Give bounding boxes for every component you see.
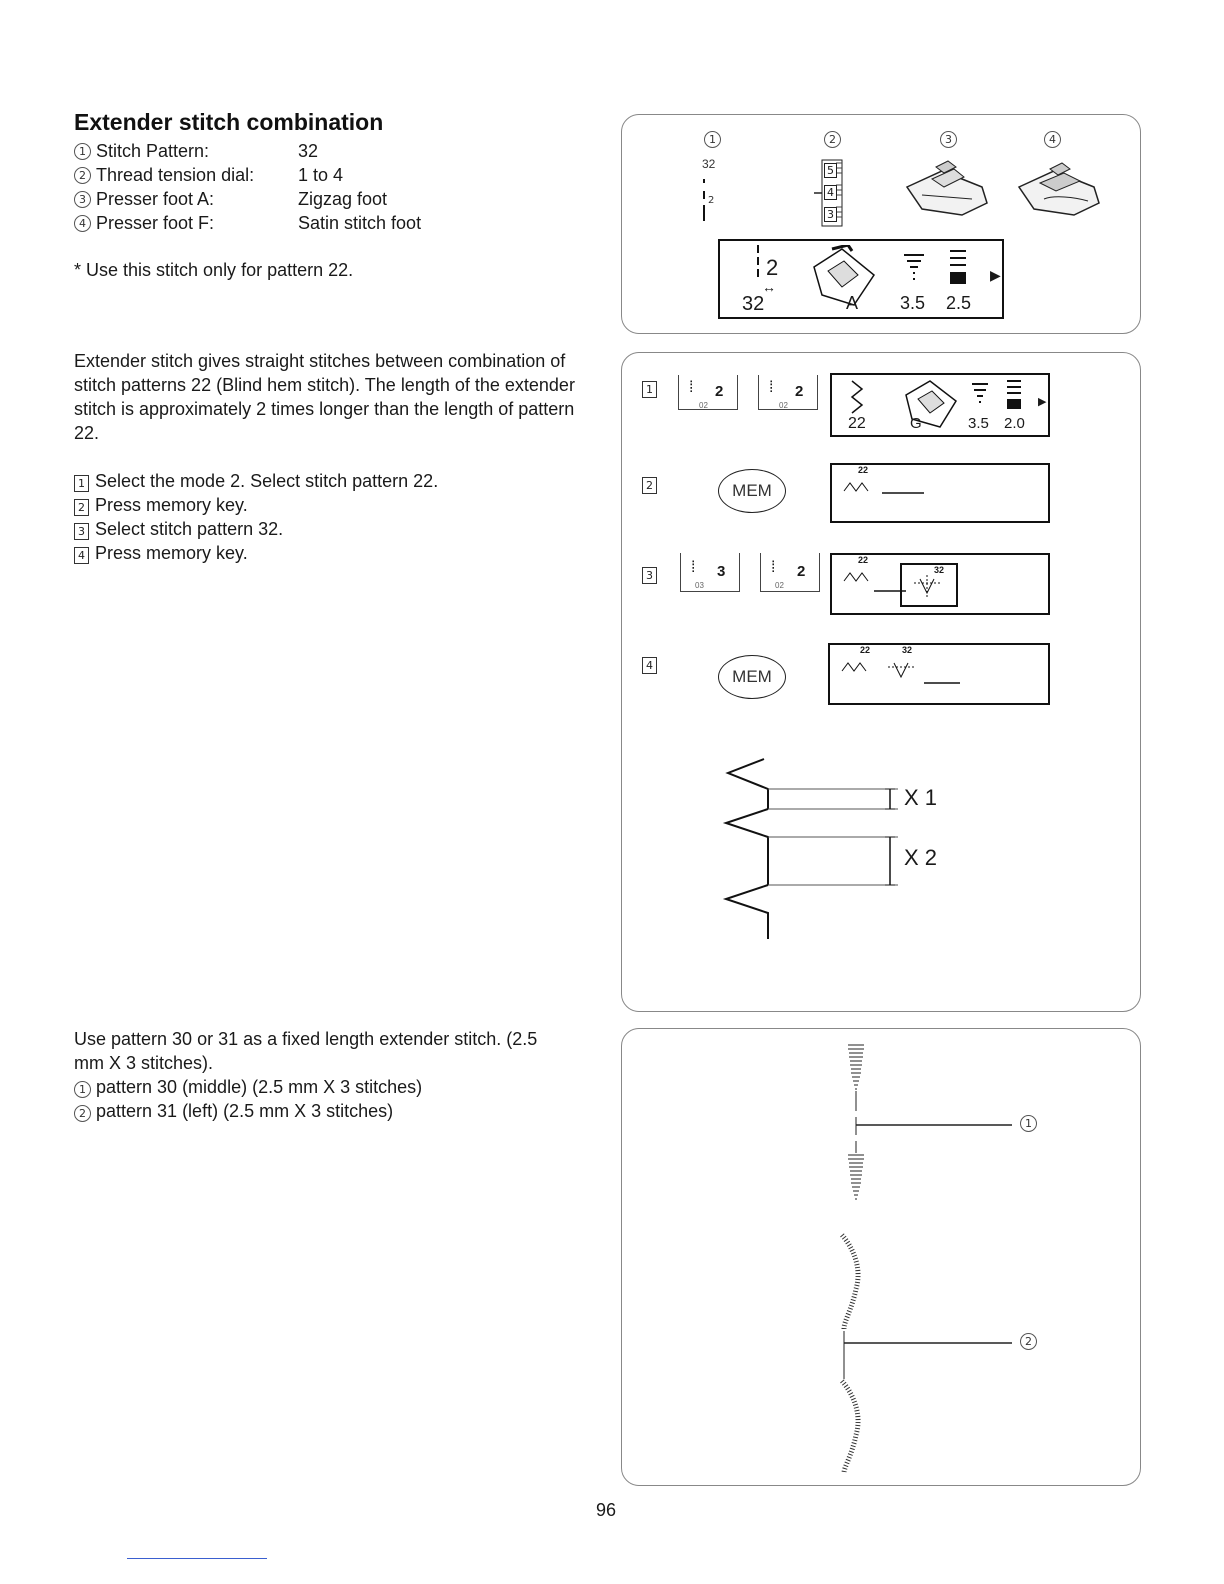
extender-stitch-icon bbox=[910, 573, 944, 601]
memory-pattern-number: 22 bbox=[860, 645, 871, 655]
blind-hem-icon bbox=[848, 379, 868, 415]
intro-paragraph: Extender stitch gives straight stitches between combination of stitch patterns 22 (Blind hem stitch). The length of the extender stitch is approximately 2 times longer than the length of pattern 22. bbox=[74, 351, 575, 443]
key-number: 2 bbox=[795, 383, 804, 400]
step-label: 1 bbox=[642, 381, 657, 398]
spec-row-thread-tension bbox=[74, 163, 421, 187]
step-text: Press memory key. bbox=[95, 495, 248, 515]
callout-number: 4 bbox=[1044, 131, 1061, 148]
lcd-pattern-number: 32 bbox=[742, 293, 765, 315]
step-number: 1 bbox=[74, 475, 89, 492]
svg-text:2: 2 bbox=[708, 195, 715, 206]
spec-label: Thread tension dial: bbox=[96, 165, 255, 185]
memory-pattern-number: 22 bbox=[858, 465, 869, 475]
lcd-width-setting: 3.5 bbox=[900, 293, 926, 313]
length-multiplier-2: X 2 bbox=[904, 845, 938, 870]
width-bars-icon bbox=[902, 251, 926, 285]
spec-row-presser-foot-a bbox=[74, 187, 421, 211]
step-number: 4 bbox=[74, 547, 89, 564]
zigzag-foot-icon bbox=[902, 159, 992, 221]
lcd-pattern-number: 22 bbox=[848, 415, 866, 432]
pattern-number-label: 32 bbox=[702, 157, 716, 171]
lcd-display bbox=[830, 373, 1050, 437]
lcd-memory-display bbox=[830, 553, 1050, 615]
fixed-length-paragraph: Use pattern 30 or 31 as a fixed length extender stitch. (2.5 mm X 3 stitches). bbox=[74, 1029, 538, 1073]
fixed-stitch-illustration-panel bbox=[621, 1028, 1141, 1486]
spec-value: 1 to 4 bbox=[298, 165, 344, 185]
memory-key-button[interactable]: MEM bbox=[718, 469, 786, 513]
spec-row-stitch-pattern bbox=[74, 139, 421, 163]
key-stitch-icon: ⁞ bbox=[691, 559, 696, 576]
pattern-key-button[interactable] bbox=[680, 553, 740, 592]
usage-note: * Use this stitch only for pattern 22. bbox=[74, 260, 354, 280]
lcd-length-setting: 2.0 bbox=[1004, 415, 1025, 432]
footer-rule bbox=[127, 1558, 267, 1559]
combined-stitch-icon bbox=[840, 657, 980, 687]
step-text: Select stitch pattern 32. bbox=[95, 519, 284, 539]
dial-number: 5 bbox=[824, 163, 837, 178]
key-number: 3 bbox=[717, 563, 726, 580]
key-number: 2 bbox=[715, 383, 724, 400]
pattern-key-button[interactable] bbox=[758, 375, 818, 410]
dial-number: 4 bbox=[824, 185, 837, 200]
presser-foot-icon bbox=[898, 377, 962, 429]
straight-stitch-icon bbox=[700, 173, 720, 223]
pattern-key-button[interactable] bbox=[678, 375, 738, 410]
presser-foot-icon bbox=[804, 245, 880, 311]
step-item bbox=[74, 517, 438, 541]
key-stitch-icon: ⁞ bbox=[689, 379, 694, 396]
lcd-foot-letter: G bbox=[910, 415, 922, 432]
key-number: 2 bbox=[797, 563, 806, 580]
fixed-stitch-diagram bbox=[832, 1039, 1052, 1475]
step-number: 2 bbox=[74, 499, 89, 516]
fixed-item-text: pattern 30 (middle) (2.5 mm X 3 stitches) bbox=[96, 1077, 423, 1097]
memory-pattern-number: 22 bbox=[858, 555, 869, 565]
key-subnumber: 02 bbox=[779, 401, 788, 410]
page-number: 96 bbox=[596, 1500, 617, 1520]
fixed-item bbox=[74, 1099, 422, 1123]
pattern-key-button[interactable] bbox=[760, 553, 820, 592]
key-stitch-icon: ⁞ bbox=[771, 559, 776, 576]
dial-number: 3 bbox=[824, 207, 837, 222]
settings-list bbox=[74, 139, 421, 235]
callout-number: 1 bbox=[1020, 1115, 1037, 1132]
spec-label: Presser foot F: bbox=[96, 213, 215, 233]
length-multiplier-1: X 1 bbox=[904, 785, 938, 810]
key-subnumber: 02 bbox=[775, 581, 784, 590]
spec-value: 32 bbox=[298, 141, 319, 161]
key-subnumber: 03 bbox=[695, 581, 704, 590]
lcd-memory-display bbox=[828, 643, 1050, 705]
lcd-memory-display bbox=[830, 463, 1050, 523]
callout-number: 2 bbox=[74, 167, 91, 184]
step-item bbox=[74, 469, 438, 493]
step-text: Select the mode 2. Select stitch pattern 22. bbox=[95, 471, 439, 491]
selected-pattern-cursor bbox=[900, 563, 958, 607]
callout-number: 1 bbox=[704, 131, 721, 148]
step-label: 4 bbox=[642, 657, 657, 674]
callout-number: 4 bbox=[74, 215, 91, 232]
page-title: Extender stitch combination bbox=[74, 109, 384, 135]
lcd-width-value: 2 bbox=[766, 255, 779, 280]
callout-number: 3 bbox=[940, 131, 957, 148]
fixed-item-text: pattern 31 (left) (2.5 mm X 3 stitches) bbox=[96, 1101, 394, 1121]
steps-illustration-panel bbox=[621, 352, 1141, 1012]
step-item bbox=[74, 541, 438, 565]
length-bars-icon bbox=[946, 247, 970, 287]
width-arrow-icon: ↔ bbox=[762, 279, 776, 295]
lcd-length-setting: 2.5 bbox=[946, 293, 972, 313]
play-arrow-icon: ▶ bbox=[990, 267, 1001, 283]
key-subnumber: 02 bbox=[699, 401, 708, 410]
callout-number: 1 bbox=[74, 143, 91, 160]
lcd-display bbox=[718, 239, 1004, 319]
callout-number: 2 bbox=[74, 1105, 91, 1122]
fixed-item bbox=[74, 1075, 422, 1099]
satin-stitch-foot-icon bbox=[1014, 159, 1104, 221]
spec-value: Satin stitch foot bbox=[298, 213, 422, 233]
spec-value: Zigzag foot bbox=[298, 189, 388, 209]
step-label: 3 bbox=[642, 567, 657, 584]
step-label: 2 bbox=[642, 477, 657, 494]
blind-hem-stitch-icon bbox=[842, 477, 932, 497]
lcd-foot-letter: A bbox=[846, 293, 859, 313]
memory-pattern-number: 32 bbox=[902, 645, 913, 655]
length-bars-icon bbox=[1004, 377, 1024, 413]
width-bars-icon bbox=[970, 381, 990, 411]
spec-label: Presser foot A: bbox=[96, 189, 215, 209]
lcd-width-setting: 3.5 bbox=[968, 415, 989, 432]
settings-illustration-panel bbox=[621, 114, 1141, 334]
memory-key-button[interactable]: MEM bbox=[718, 655, 786, 699]
callout-number: 1 bbox=[74, 1081, 91, 1098]
spec-label: Stitch Pattern: bbox=[96, 141, 210, 161]
step-number: 3 bbox=[74, 523, 89, 540]
step-item bbox=[74, 493, 438, 517]
callout-number: 2 bbox=[1020, 1333, 1037, 1350]
tension-dial-icon bbox=[822, 159, 844, 225]
callout-number: 3 bbox=[74, 191, 91, 208]
callout-number: 2 bbox=[824, 131, 841, 148]
step-text: Press memory key. bbox=[95, 543, 248, 563]
steps-list bbox=[74, 469, 438, 565]
fixed-length-list bbox=[74, 1075, 422, 1123]
play-arrow-icon: ▶ bbox=[1038, 396, 1047, 408]
cursor-pattern-number: 32 bbox=[934, 565, 945, 575]
spec-row-presser-foot-f bbox=[74, 211, 421, 235]
key-stitch-icon: ⁞ bbox=[769, 379, 774, 396]
